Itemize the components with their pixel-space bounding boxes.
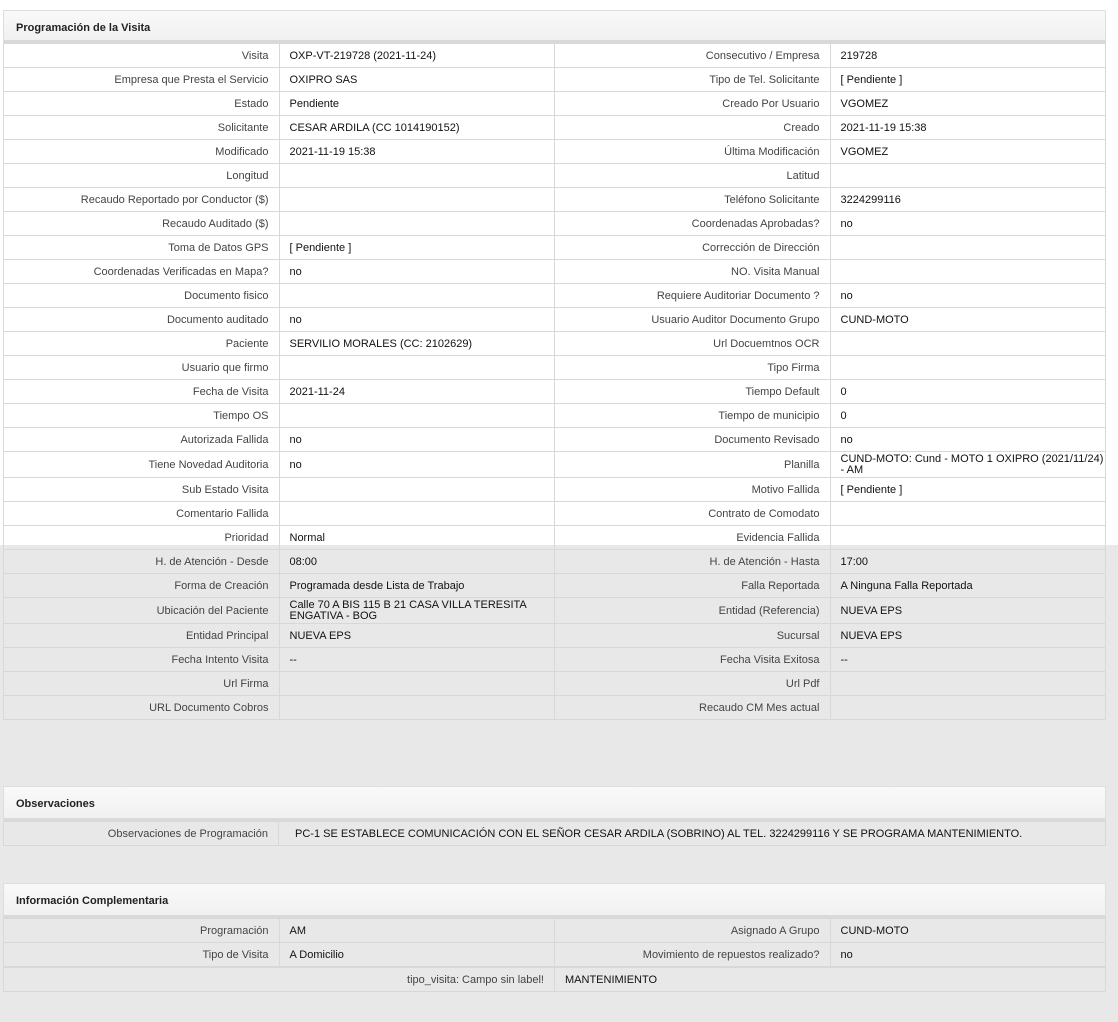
label-text: Url Docuemtnos OCR: [713, 337, 820, 350]
field-value: [279, 212, 555, 236]
value-text: OXP-VT-219728 (2021-11-24): [289, 49, 437, 62]
label-text: Url Pdf: [785, 677, 820, 690]
field-label: [555, 404, 831, 428]
table-row: [4, 308, 1106, 332]
field-value: [830, 164, 1106, 188]
field-label: [4, 943, 280, 967]
table-row: [4, 574, 1106, 598]
table-row: [4, 919, 1106, 943]
table-row: [4, 672, 1106, 696]
field-value: [830, 44, 1106, 68]
table-row: [4, 943, 1106, 967]
value-text: 2021-11-19 15:38: [289, 145, 376, 158]
value-text: no: [840, 289, 853, 302]
value-text: CUND-MOTO: [840, 313, 909, 326]
field-label: [4, 236, 280, 260]
value-text: NUEVA EPS: [840, 604, 903, 617]
label-text: Visita: [241, 49, 269, 62]
label-text: Documento auditado: [166, 313, 269, 326]
field-label: [4, 919, 280, 943]
field-label: [4, 648, 280, 672]
field-value: [279, 574, 555, 598]
field-label: [4, 428, 280, 452]
table-row: [4, 140, 1106, 164]
field-value: [279, 550, 555, 574]
table-row: [4, 624, 1106, 648]
field-label: [555, 188, 831, 212]
label-text: Corrección de Dirección: [702, 241, 820, 254]
field-value: [279, 308, 555, 332]
field-label: [555, 92, 831, 116]
value-text: Programada desde Lista de Trabajo: [289, 579, 465, 592]
label-text: Recaudo CM Mes actual: [699, 701, 820, 714]
field-label: [555, 332, 831, 356]
label-text: Autorizada Fallida: [180, 433, 269, 446]
field-label: [4, 452, 280, 478]
label-text: Usuario que firmo: [181, 361, 269, 374]
field-label: [555, 356, 831, 380]
table-row: [4, 550, 1106, 574]
field-value: [830, 550, 1106, 574]
value-text: A Ninguna Falla Reportada: [840, 579, 973, 592]
field-value: [830, 696, 1106, 720]
field-value: [279, 116, 555, 140]
programacion-header: Programación de la Visita: [3, 10, 1106, 43]
field-label: [4, 672, 280, 696]
label-text: Asignado A Grupo: [730, 924, 820, 937]
field-label: [555, 648, 831, 672]
label-text: Motivo Fallida: [751, 483, 820, 496]
value-text: --: [289, 653, 297, 666]
value-text: no: [840, 948, 853, 961]
field-value: [279, 260, 555, 284]
table-row: [4, 164, 1106, 188]
label-text: Planilla: [784, 458, 820, 471]
value-text: Normal: [289, 531, 325, 544]
field-value: [830, 308, 1106, 332]
value-text: 2021-11-19 15:38: [840, 121, 927, 134]
value-text: [ Pendiente ]: [840, 73, 903, 86]
label-text: Requiere Auditoriar Documento ?: [656, 289, 820, 302]
field-label: [555, 308, 831, 332]
observaciones-label: Observaciones de Programación: [4, 822, 279, 846]
field-label: [555, 672, 831, 696]
label-text: Forma de Creación: [174, 579, 269, 592]
label-text: Tipo de Visita: [202, 948, 269, 961]
label-text: Evidencia Fallida: [736, 531, 820, 544]
field-label: [4, 188, 280, 212]
field-label: [4, 68, 280, 92]
value-text: Calle 70 A BIS 115 B 21 CASA VILLA TERESITA ENGATIVA - BOG: [289, 598, 527, 622]
label-text: Recaudo Auditado ($): [162, 217, 269, 230]
value-text: no: [289, 313, 302, 326]
field-label: tipo_visita: Campo sin label!: [4, 968, 555, 992]
table-row: [4, 44, 1106, 68]
table-row: [4, 260, 1106, 284]
field-value: [830, 526, 1106, 550]
table-row: [4, 188, 1106, 212]
field-value: [830, 598, 1106, 624]
field-label: [555, 919, 831, 943]
value-text: 08:00: [289, 555, 318, 568]
label-text: Tipo de Tel. Solicitante: [709, 73, 820, 86]
value-text: Pendiente: [289, 97, 340, 110]
field-label: [555, 428, 831, 452]
observaciones-table: [3, 821, 1106, 846]
label-text: Documento Revisado: [714, 433, 820, 446]
value-text: [ Pendiente ]: [840, 483, 903, 496]
field-label: [4, 502, 280, 526]
field-value: [279, 380, 555, 404]
field-label: [4, 478, 280, 502]
field-value: [279, 919, 555, 943]
label-text: Entidad Principal: [185, 629, 269, 642]
field-value: [830, 92, 1106, 116]
label-text: Tiene Novedad Auditoria: [148, 458, 269, 471]
field-label: [4, 550, 280, 574]
field-value: [830, 212, 1106, 236]
field-label: [555, 943, 831, 967]
value-text: CUND-MOTO: [840, 924, 909, 937]
table-row: [4, 404, 1106, 428]
field-label: [555, 236, 831, 260]
value-text: 17:00: [840, 555, 869, 568]
label-text: Url Firma: [223, 677, 269, 690]
field-label: [555, 140, 831, 164]
field-value: [279, 68, 555, 92]
field-label: [555, 212, 831, 236]
field-value: [279, 648, 555, 672]
field-value: [830, 140, 1106, 164]
field-label: [4, 526, 280, 550]
field-value: [830, 236, 1106, 260]
table-row: [4, 380, 1106, 404]
field-label: [4, 574, 280, 598]
field-value: [830, 188, 1106, 212]
table-row: [4, 92, 1106, 116]
label-text: Creado Por Usuario: [722, 97, 820, 110]
field-label: [555, 696, 831, 720]
table-row: [4, 478, 1106, 502]
value-text: [ Pendiente ]: [289, 241, 352, 254]
field-value: [830, 502, 1106, 526]
field-label: [4, 116, 280, 140]
field-label: [4, 356, 280, 380]
table-row: [4, 452, 1106, 478]
table-row: [4, 284, 1106, 308]
field-value: [830, 284, 1106, 308]
field-value: [279, 44, 555, 68]
label-text: Tiempo OS: [213, 409, 269, 422]
label-text: Estado: [234, 97, 269, 110]
table-row: [4, 116, 1106, 140]
label-text: Tiempo Default: [745, 385, 820, 398]
field-label: [555, 598, 831, 624]
table-row: [4, 648, 1106, 672]
field-value: [830, 380, 1106, 404]
value-text: CUND-MOTO: Cund - MOTO 1 OXIPRO (2021/11/24) - AM: [840, 452, 1104, 476]
label-text: H. de Atención - Desde: [155, 555, 269, 568]
label-text: Coordenadas Aprobadas?: [691, 217, 820, 230]
value-text: VGOMEZ: [840, 97, 889, 110]
field-value: [279, 236, 555, 260]
field-value: [279, 404, 555, 428]
field-label: [555, 550, 831, 574]
field-label: [4, 44, 280, 68]
label-text: Movimiento de repuestos realizado?: [642, 948, 820, 961]
field-value: [279, 526, 555, 550]
field-value: [830, 574, 1106, 598]
field-label: [555, 44, 831, 68]
label-text: Última Modificación: [724, 145, 820, 158]
label-text: Solicitante: [217, 121, 269, 134]
field-label: [4, 284, 280, 308]
field-value: [279, 92, 555, 116]
label-text: NO. Visita Manual: [731, 265, 820, 278]
programacion-table: [3, 43, 1106, 720]
complementaria-last-table: [3, 967, 1106, 992]
value-text: 0: [840, 409, 847, 422]
observaciones-header: Observaciones: [3, 786, 1106, 821]
table-row: [4, 526, 1106, 550]
field-value: [279, 164, 555, 188]
field-value: [830, 624, 1106, 648]
label-text: Teléfono Solicitante: [724, 193, 820, 206]
field-value: [830, 919, 1106, 943]
label-text: Documento fisico: [184, 289, 269, 302]
field-label: [555, 260, 831, 284]
label-text: Empresa que Presta el Servicio: [114, 73, 269, 86]
value-text: CESAR ARDILA (CC 1014190152): [289, 121, 460, 134]
value-text: no: [840, 433, 853, 446]
value-text: no: [289, 458, 302, 471]
field-label: [555, 452, 831, 478]
table-row: [4, 696, 1106, 720]
label-text: Fecha Visita Exitosa: [720, 653, 820, 666]
label-text: Latitud: [786, 169, 820, 182]
value-text: 219728: [840, 49, 878, 62]
label-text: Coordenadas Verificadas en Mapa?: [93, 265, 269, 278]
label-text: Recaudo Reportado por Conductor ($): [80, 193, 269, 206]
field-value: [279, 672, 555, 696]
field-label: [4, 140, 280, 164]
field-label: [555, 116, 831, 140]
observaciones-value: PC-1 SE ESTABLECE COMUNICACIÓN CON EL SEÑOR CESAR ARDILA (SOBRINO) AL TEL. 3224299116 Y SE PROGRAMA MANTENIMIENTO.: [279, 822, 1106, 846]
field-value: [279, 624, 555, 648]
field-value: [279, 943, 555, 967]
field-value: [830, 332, 1106, 356]
field-label: [4, 212, 280, 236]
field-value: [279, 478, 555, 502]
field-value: [279, 452, 555, 478]
value-text: NUEVA EPS: [289, 629, 352, 642]
field-label: [4, 332, 280, 356]
label-text: Consecutivo / Empresa: [705, 49, 820, 62]
field-label: [4, 696, 280, 720]
field-label: [555, 574, 831, 598]
table-row: [4, 428, 1106, 452]
value-text: 2021-11-24: [289, 385, 345, 398]
table-row: [4, 968, 1106, 992]
table-row: [4, 822, 1106, 846]
field-value: [279, 696, 555, 720]
field-value: [830, 116, 1106, 140]
value-text: 3224299116: [840, 193, 901, 206]
value-text: 0: [840, 385, 847, 398]
complementaria-table: [3, 918, 1106, 967]
table-row: [4, 356, 1106, 380]
field-value: [279, 188, 555, 212]
field-value: [830, 943, 1106, 967]
table-row: [4, 598, 1106, 624]
field-value: [830, 428, 1106, 452]
label-text: Entidad (Referencia): [718, 604, 820, 617]
value-text: --: [840, 653, 848, 666]
label-text: Ubicación del Paciente: [156, 604, 269, 617]
label-text: Creado: [783, 121, 820, 134]
field-value: MANTENIMIENTO: [555, 968, 1106, 992]
observaciones-section: [3, 786, 1106, 846]
field-value: [279, 356, 555, 380]
field-label: [555, 502, 831, 526]
label-text: Programación: [200, 924, 269, 937]
field-value: [279, 140, 555, 164]
table-row: [4, 236, 1106, 260]
label-text: H. de Atención - Hasta: [709, 555, 820, 568]
field-value: [279, 332, 555, 356]
field-label: [555, 284, 831, 308]
table-row: [4, 332, 1106, 356]
label-text: Tipo Firma: [767, 361, 820, 374]
label-text: URL Documento Cobros: [149, 701, 269, 714]
label-text: Falla Reportada: [741, 579, 820, 592]
table-row: [4, 212, 1106, 236]
field-value: [279, 502, 555, 526]
programacion-section: [3, 10, 1106, 720]
field-label: [555, 380, 831, 404]
value-text: AM: [289, 924, 306, 937]
label-text: Fecha de Visita: [192, 385, 269, 398]
field-value: [279, 284, 555, 308]
complementaria-section: [3, 883, 1106, 992]
field-label: [555, 68, 831, 92]
label-text: Toma de Datos GPS: [168, 241, 269, 254]
label-text: Modificado: [215, 145, 269, 158]
label-text: Sucursal: [776, 629, 820, 642]
value-text: no: [289, 433, 302, 446]
value-text: VGOMEZ: [840, 145, 889, 158]
label-text: Paciente: [225, 337, 269, 350]
field-label: [555, 526, 831, 550]
field-value: [279, 598, 555, 624]
field-label: [4, 260, 280, 284]
table-row: [4, 502, 1106, 526]
value-text: NUEVA EPS: [840, 629, 903, 642]
label-text: Longitud: [226, 169, 269, 182]
field-label: [4, 92, 280, 116]
label-text: Prioridad: [224, 531, 269, 544]
label-text: Usuario Auditor Documento Grupo: [651, 313, 820, 326]
value-text: SERVILIO MORALES (CC: 2102629): [289, 337, 473, 350]
field-value: [279, 428, 555, 452]
field-label: [555, 164, 831, 188]
value-text: no: [840, 217, 853, 230]
field-label: [4, 380, 280, 404]
field-label: [4, 404, 280, 428]
label-text: Sub Estado Visita: [181, 483, 269, 496]
value-text: OXIPRO SAS: [289, 73, 358, 86]
field-value: [830, 404, 1106, 428]
label-text: Contrato de Comodato: [708, 507, 820, 520]
field-value: [830, 648, 1106, 672]
value-text: no: [289, 265, 302, 278]
label-text: Comentario Fallida: [176, 507, 269, 520]
value-text: A Domicilio: [289, 948, 344, 961]
field-value: [830, 356, 1106, 380]
field-label: [555, 478, 831, 502]
field-value: [830, 260, 1106, 284]
field-value: [830, 452, 1106, 478]
field-value: [830, 478, 1106, 502]
complementaria-header: Información Complementaria: [3, 883, 1106, 918]
field-value: [830, 68, 1106, 92]
label-text: Fecha Intento Visita: [171, 653, 269, 666]
label-text: Tiempo de municipio: [718, 409, 820, 422]
field-value: [830, 672, 1106, 696]
field-label: [4, 624, 280, 648]
table-row: [4, 68, 1106, 92]
field-label: [4, 164, 280, 188]
field-label: [4, 598, 280, 624]
field-label: [555, 624, 831, 648]
field-label: [4, 308, 280, 332]
